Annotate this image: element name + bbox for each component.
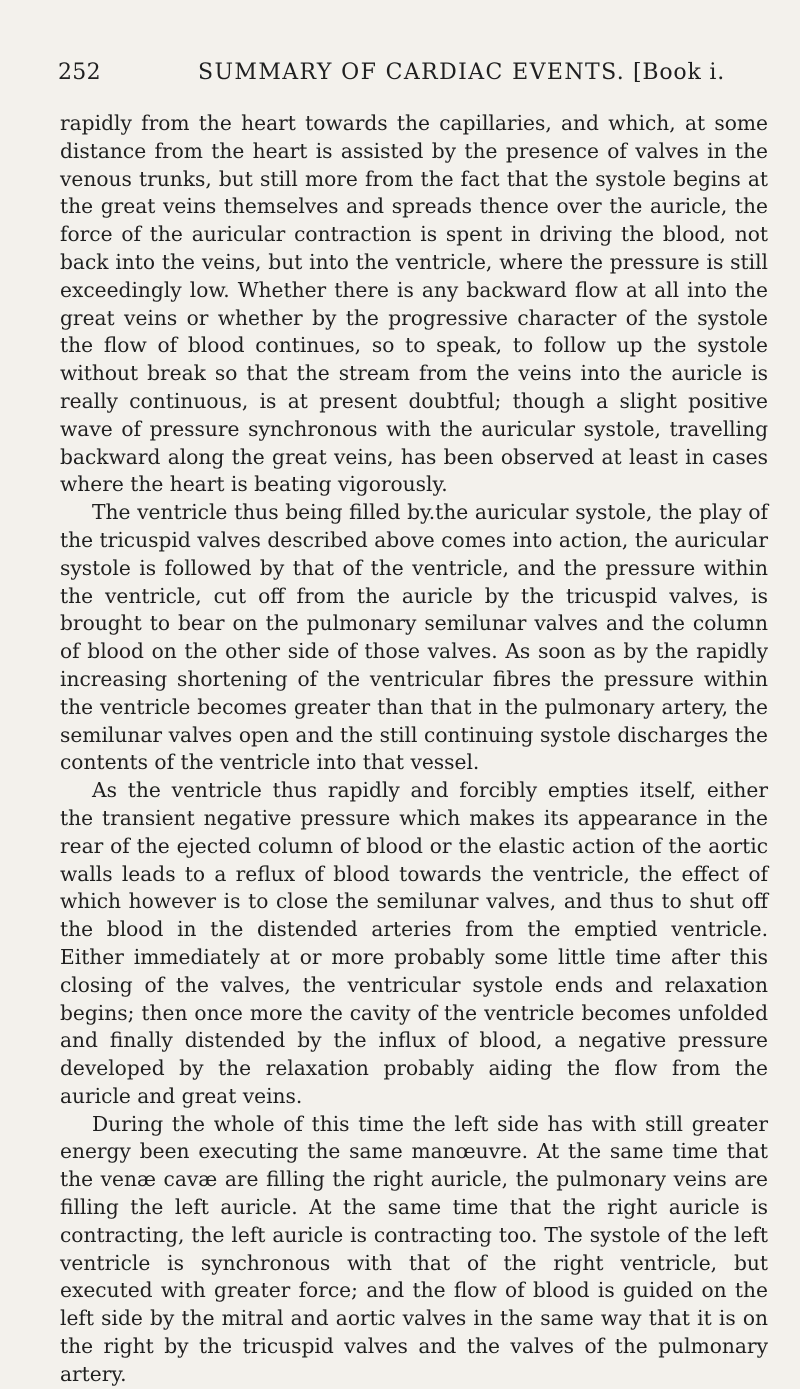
page-number: 252 [58, 60, 101, 85]
body-text [60, 110, 768, 1389]
paragraph-4: During the whole of this time the left side has with still greater energy been executing the same manœuvre. At the same time that the venæ cavæ are filling the right auricle, the pulmonary veins are filling the left auricle. At the same time that the right auricle is contracting, the left auricle is contracting too. The systole of the left ventricle is synchronous with that of the right ventricle, but executed with greater force; and the flow of blood is guided on the left side by the mitral and aortic valves in the same way that it is on the right by the tricuspid valves and the valves of the pulmonary artery. [60, 1111, 768, 1386]
paragraph-3: As the ventricle thus rapidly and forcibly empties itself, either the transient negative pressure which makes its appearance in the rear of the ejected column of blood or the elastic action of the aortic walls leads to a reflux of blood towards the ventricle, the effect of which however is to close the semilunar valves, and thus to shut off the blood in the distended arteries from the emptied ventricle. Either immediately at or more probably some little time after this closing of the valves, the ventricular systole ends and relaxation begins; then once more the cavity of the ventricle becomes unfolded and finally distended by the influx of blood, a negative pressure developed by the relaxation probably aiding the flow from the auricle and great veins. [60, 778, 768, 1108]
paragraph-2: The ventricle thus being filled by.the auricular systole, the play of the tricuspid valves described above comes into action, the auricular systole is followed by that of the ventricle, and the pressure within the ventricle, cut off from the auricle by the tricuspid valves, is brought to bear on the pulmonary semilunar valves and the column of blood on the other side of those valves. As soon as by the rapidly increasing shortening of the ventricular fibres the pressure within the ventricle becomes greater than that in the pulmonary artery, the semilunar valves open and the still continuing systole discharges the contents of the ventricle into that vessel. [60, 500, 768, 775]
running-header [58, 56, 768, 96]
paragraph-1: rapidly from the heart towards the capillaries, and which, at some distance from the heart is assisted by the presence of valves in the venous trunks, but still more from the fact that the systole begins at the great veins themselves and spreads thence over the auricle, the force of the auricular contraction is spent in driving the blood, not back into the veins, but into the ventricle, where the pressure is still exceedingly low. Whether there is any backward flow at all into the great veins or whether by the progressive character of the systole the flow of blood continues, so to speak, to follow up the systole without break so that the stream from the veins into the auricle is really continuous, is at present doubtful; though a slight positive wave of pressure synchronous with the auricular systole, travelling backward along the great veins, has been observed at least in cases where the heart is beating vigorously. [60, 111, 768, 497]
running-title: SUMMARY OF CARDIAC EVENTS. [198, 60, 626, 85]
book-label: [Book i. [633, 60, 725, 85]
